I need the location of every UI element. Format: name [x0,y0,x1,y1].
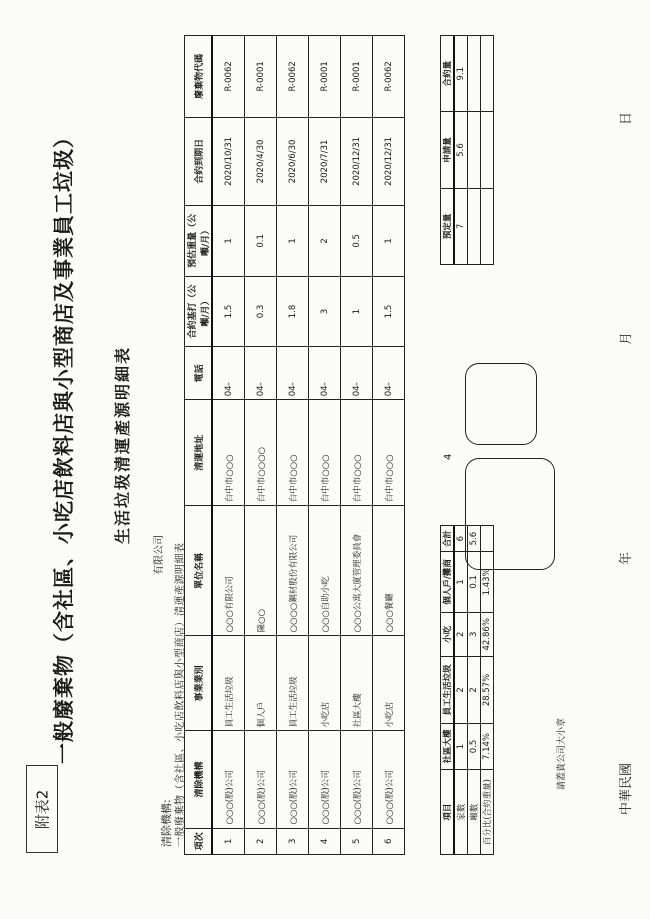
summary-cell: 噸數 [468,770,481,855]
contract-weight-cell: 1.8 [277,276,309,347]
estimated-weight-cell: 0.5 [341,206,373,277]
header-cell: 清運地址 [185,400,213,506]
summary-row [468,526,481,855]
summary-table-quantities [440,35,494,265]
summary-cell: 2 [454,612,468,657]
agency-cell: ○○○(股)公司 [341,731,373,828]
contract-weight-cell: 0.3 [245,276,277,347]
date-day: 日 [619,111,634,125]
waste-code-cell: R-0062 [212,36,245,118]
agency-label: 清除機構: [160,799,173,847]
expiry-date-cell: 2020/7/31 [309,117,341,205]
summary-cell [468,188,481,264]
form-title: 一般廢棄物（含社區、小吃店飲料店與小型商店及事業員工垃圾） [51,126,76,764]
unit-name-cell: ○○○公寓大廈管理委員會 [341,506,373,636]
row-number: 6 [373,828,405,854]
company-seal-box [465,458,555,570]
header-cell: 合約到期日 [185,117,213,205]
summary-cell: 百分比(合約重量) [481,770,494,855]
table-row [245,36,277,855]
address-cell: 台中市○○○ [277,400,309,506]
summary-header: 員工生活垃圾 [441,657,455,724]
expiry-date-cell: 2020/4/30 [245,117,277,205]
summary-row [481,526,494,855]
summary-table-by-type [440,525,494,855]
agency-cell: ○○○(股)公司 [245,731,277,828]
phone-cell: 04- [277,347,309,400]
header-cell: 清除機構 [185,731,213,828]
expiry-date-cell: 2020/12/31 [341,117,373,205]
company-name: 有限公司 [154,535,165,575]
expiry-date-cell: 2020/12/31 [373,117,405,205]
header-cell: 項次 [185,828,213,854]
waste-code-cell: R-0001 [245,36,277,118]
phone-cell: 04- [373,347,405,400]
summary-cell: 0.5 [468,723,481,769]
phone-cell: 04- [309,347,341,400]
header-cell: 事業業別 [185,636,213,731]
row-number: 3 [277,828,309,854]
date-month: 月 [619,331,634,345]
business-type-cell: 個人戶 [245,636,277,731]
summary-row [454,36,468,265]
summary-cell: 3 [468,612,481,657]
summary-cell [468,36,481,112]
address-cell: 台中市○○○ [341,400,373,506]
summary-cell: 42.86% [481,612,494,657]
address-cell: 台中市○○○○ [245,400,277,506]
waste-code-cell: R-0062 [277,36,309,118]
business-type-cell: 員工生活垃圾 [212,636,245,731]
contract-weight-cell: 3 [309,276,341,347]
business-type-cell: 員工生活垃圾 [277,636,309,731]
summary-cell: 28.57% [481,657,494,724]
waste-code-cell: R-0062 [373,36,405,118]
summary-cell: 5.6 [468,526,481,552]
header-cell: 廢棄物代碼 [185,36,213,118]
summary-cell: 1 [454,552,468,612]
estimated-weight-cell: 1 [373,206,405,277]
unit-name-cell: 陳○○ [245,506,277,636]
estimated-weight-cell: 1 [212,206,245,277]
summary-header-row [441,526,455,855]
phone-cell: 04- [212,347,245,400]
summary-cell [481,188,494,264]
business-type-cell: 社區大樓 [341,636,373,731]
table-row [373,36,405,855]
table-caption: 一般廢棄物（含社區、小吃店飲料店與小型商店）清運產源明細表 [175,542,186,847]
row-number: 1 [212,828,245,854]
summary-header: 申請量 [441,112,455,188]
address-cell: 台中市○○○ [373,400,405,506]
table-row [277,36,309,855]
estimated-weight-cell: 1 [277,206,309,277]
summary-cell: 2 [468,657,481,724]
waste-code-cell: R-0001 [309,36,341,118]
expiry-date-cell: 2020/6/30 [277,117,309,205]
summary-row [481,36,494,265]
summary-cell [468,112,481,188]
summary-header: 小吃 [441,612,455,657]
summary-row [454,526,468,855]
date-year: 年 [619,551,634,565]
business-type-cell: 小吃店 [373,636,405,731]
waste-code-cell: R-0001 [341,36,373,118]
row-number: 4 [309,828,341,854]
summary-cell: 0.1 [468,552,481,612]
phone-cell: 04- [341,347,373,400]
rotated-form-sheet [40,25,640,865]
header-cell: 電話 [185,347,213,400]
summary-header: 預定量 [441,188,455,264]
contract-weight-cell: 1 [341,276,373,347]
summary-cell [481,36,494,112]
unit-name-cell: ○○○餐廳 [373,506,405,636]
representative-seal-box [465,363,537,445]
expiry-date-cell: 2020/10/31 [212,117,245,205]
contract-weight-cell: 1.5 [212,276,245,347]
row-number: 5 [341,828,373,854]
unit-name-cell: ○○○有限公司 [212,506,245,636]
summary-cell: 1.43% [481,552,494,612]
summary-cell: 9.1 [454,36,468,112]
table-row [212,36,245,855]
summary-cell: 7 [454,188,468,264]
table-header-row [185,36,213,855]
summary-cell: 6 [454,526,468,552]
header-cell: 預估重量（公噸/月） [185,206,213,277]
agency-cell: ○○○(股)公司 [309,731,341,828]
address-cell: 台中市○○○ [309,400,341,506]
summary-cell: 家數 [454,770,468,855]
phone-cell: 04- [245,347,277,400]
summary-row [468,36,481,265]
summary-header: 個人戶/攤商 [441,552,455,612]
row-number: 2 [245,828,277,854]
summary-header-row [441,36,455,265]
table-row [309,36,341,855]
agency-cell: ○○○(股)公司 [277,731,309,828]
waste-source-table [184,35,405,855]
header-cell: 單位名稱 [185,506,213,636]
estimated-weight-cell: 0.1 [245,206,277,277]
summary-cell: 1 [454,723,468,769]
form-subtitle: 生活垃圾清運產源明細表 [113,346,132,545]
appendix-label: 附表2 [33,789,52,829]
summary-cell: 7.14% [481,723,494,769]
summary-header: 項目 [441,770,455,855]
contract-weight-cell: 1.5 [373,276,405,347]
estimated-weight-cell: 2 [309,206,341,277]
header-cell: 合約基打（公噸/月） [185,276,213,347]
unit-name-cell: ○○○○鋼材股份有限公司 [277,506,309,636]
page-number: 4 [443,453,454,460]
unit-name-cell: ○○○自助小吃 [309,506,341,636]
agency-cell: ○○○(股)公司 [373,731,405,828]
summary-header: 社區大樓 [441,723,455,769]
table-row [341,36,373,855]
summary-header: 合約量 [441,36,455,112]
address-cell: 台中市○○○ [212,400,245,506]
business-type-cell: 小吃店 [309,636,341,731]
seal-caption: 請蓋貴公司大小章 [557,717,567,790]
summary-header: 合計 [441,526,455,552]
summary-cell: 2 [454,657,468,724]
summary-cell: 5.6 [454,112,468,188]
agency-cell: ○○○(股)公司 [212,731,245,828]
date-era: 中華民國 [619,762,634,815]
summary-cell [481,112,494,188]
